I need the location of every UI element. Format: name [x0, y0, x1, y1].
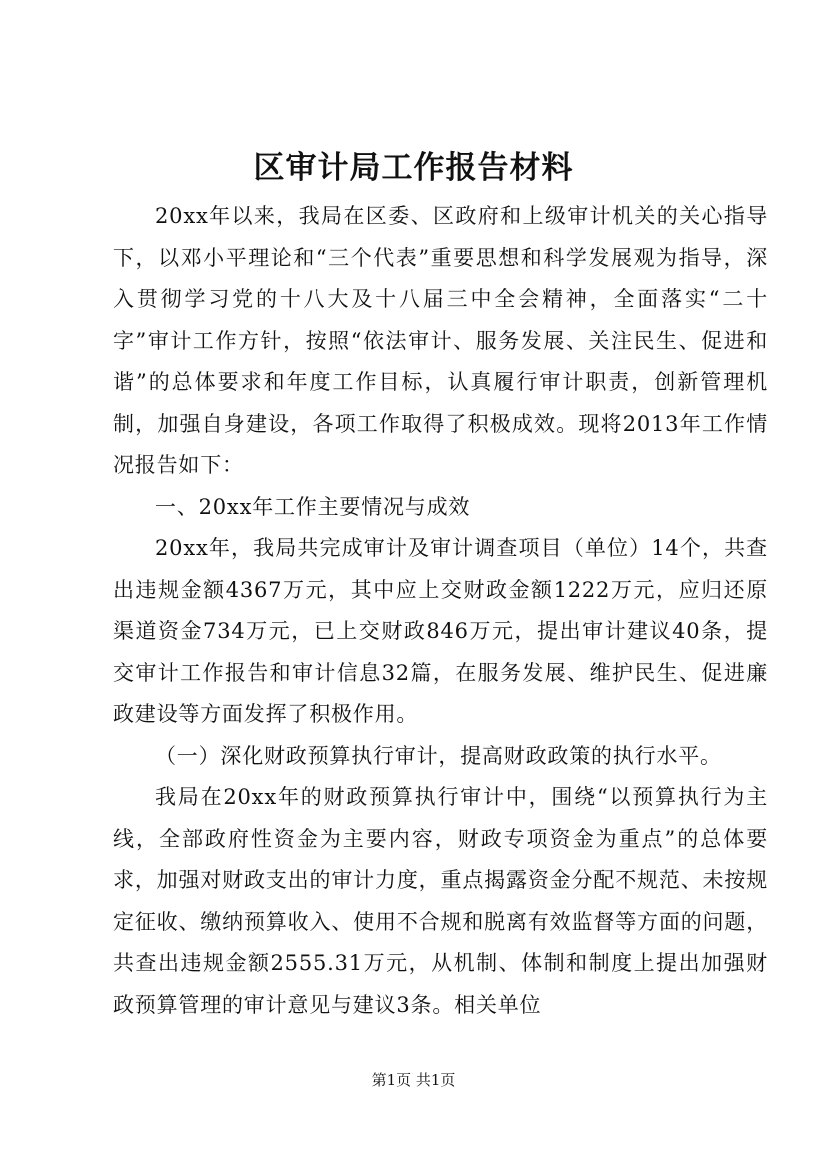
document-title: 区审计局工作报告材料 [253, 150, 574, 186]
intro-paragraph: 20xx年以来，我局在区委、区政府和上级审计机关的关心指导下，以邓小平理论和“三个代表”重要思想和科学发展观为指导，深入贯彻学习党的十八大及十八届三中全会精神，全面落实“二十字”审计工作方针，按照“依法审计、服务发展、关注民生、促进和谐”的总体要求和年度工作目标，认真履行审计职责，创新管理机制，加强自身建设，各项工作取得了积极成效。现将2013年工作情况报告如下： [113, 204, 768, 477]
page-footer: 第1页 共1页 [371, 1071, 456, 1089]
document-body [113, 196, 768, 1026]
section-heading: 一、20xx年工作主要情况与成效 [155, 494, 471, 519]
subsection-heading: （一）深化财政预算执行审计，提高财政政策的执行水平。 [155, 743, 722, 768]
summary-paragraph: 20xx年，我局共完成审计及审计调查项目（单位）14个，共查出违规金额4367万元，其中应上交财政金额1222万元，应归还原渠道资金734万元，已上交财政846万元，提出审计建议40条，提交审计工作报告和审计信息32篇，在服务发展、维护民生、促进廉政建设等方面发挥了积极作用。 [113, 536, 768, 726]
budget-audit-paragraph: 我局在20xx年的财政预算执行审计中，围绕“以预算执行为主线，全部政府性资金为主要内容，财政专项资金为重点”的总体要求，加强对财政支出的审计力度，重点揭露资金分配不规范、未按规定征收、缴纳预算收入、使用不合规和脱离有效监督等方面的问题，共查出违规金额2555.31万元，从机制、体制和制度上提出加强财政预算管理的审计意见与建议3条。相关单位 [113, 785, 768, 1017]
